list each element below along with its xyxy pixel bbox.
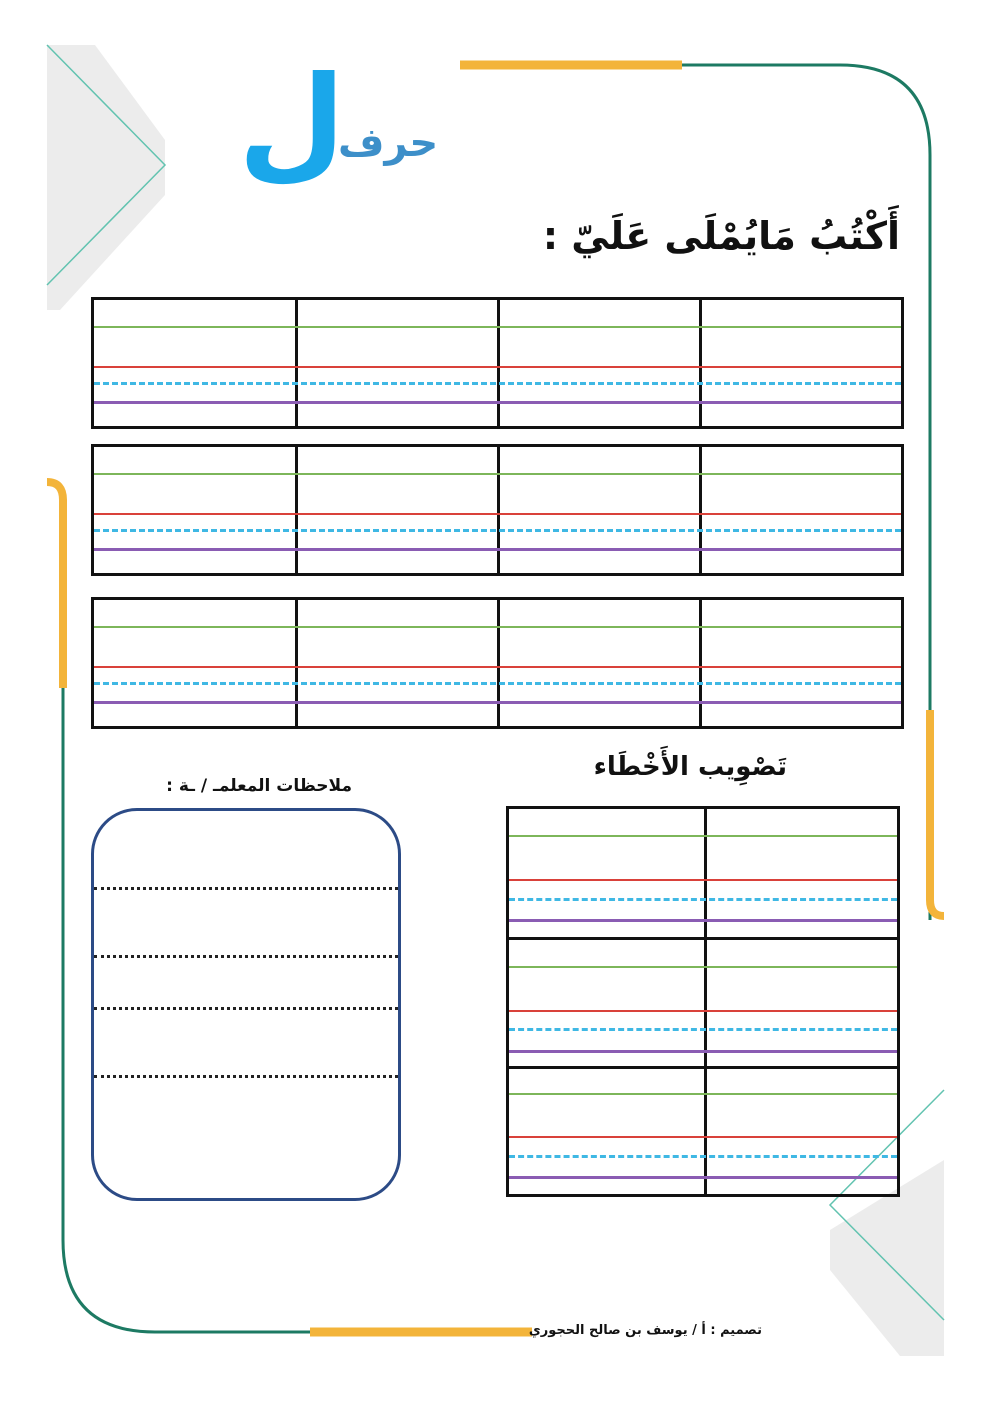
grid-divider [699,447,702,573]
writing-line-dashed [509,1028,897,1031]
grid-divider [295,447,298,573]
notes-dotted-line [94,887,398,890]
featured-letter: ل [238,50,346,194]
grid-divider [497,447,500,573]
row-separator [509,1066,897,1069]
accent-bar-left [47,482,63,688]
grid-divider [295,600,298,726]
writing-line-base [94,548,901,551]
designer-credit: تصميم : أ / يوسف بن صالح الحجوري [528,1323,762,1338]
grid-divider [699,300,702,426]
writing-line-base [94,701,901,704]
writing-line-base [509,1050,897,1053]
row-separator [509,937,897,940]
dictation-instruction: أَكْتُبُ مَايُمْلَى عَلَيّ : [542,214,900,258]
teacher-notes-box [91,808,401,1201]
grid-divider [295,300,298,426]
writing-line-top [94,326,901,328]
notes-dotted-line [94,1007,398,1010]
corrections-title: تَصْوِيب الأَخْطَاء [593,752,787,782]
writing-line-top [94,473,901,475]
grid-divider [699,600,702,726]
notes-dotted-line [94,1075,398,1078]
writing-line-base [94,401,901,404]
writing-line-dashed [509,1155,897,1158]
dictation-grid-3 [91,597,904,729]
writing-line-top [509,1093,897,1095]
writing-line-base [509,1176,897,1179]
writing-line-base [509,919,897,922]
corrections-grid [506,806,900,1197]
grid-divider [497,600,500,726]
writing-line-dashed [94,529,901,532]
writing-line-mid [94,513,901,515]
writing-line-mid [509,879,897,881]
grid-divider [497,300,500,426]
dictation-grid-2 [91,444,904,576]
accent-bar-right [930,710,944,916]
writing-line-top [509,966,897,968]
writing-line-mid [509,1010,897,1012]
corner-triangle-top-left [47,45,165,310]
writing-line-top [509,835,897,837]
letter-word: حرف [338,120,439,166]
dictation-grid-1 [91,297,904,429]
writing-line-mid [509,1136,897,1138]
teacher-notes-title: ملاحظات المعلمـ / ـة : [166,776,352,796]
writing-line-dashed [94,382,901,385]
writing-line-dashed [94,682,901,685]
writing-line-mid [94,366,901,368]
writing-line-top [94,626,901,628]
notes-dotted-line [94,955,398,958]
writing-line-dashed [509,898,897,901]
writing-line-mid [94,666,901,668]
